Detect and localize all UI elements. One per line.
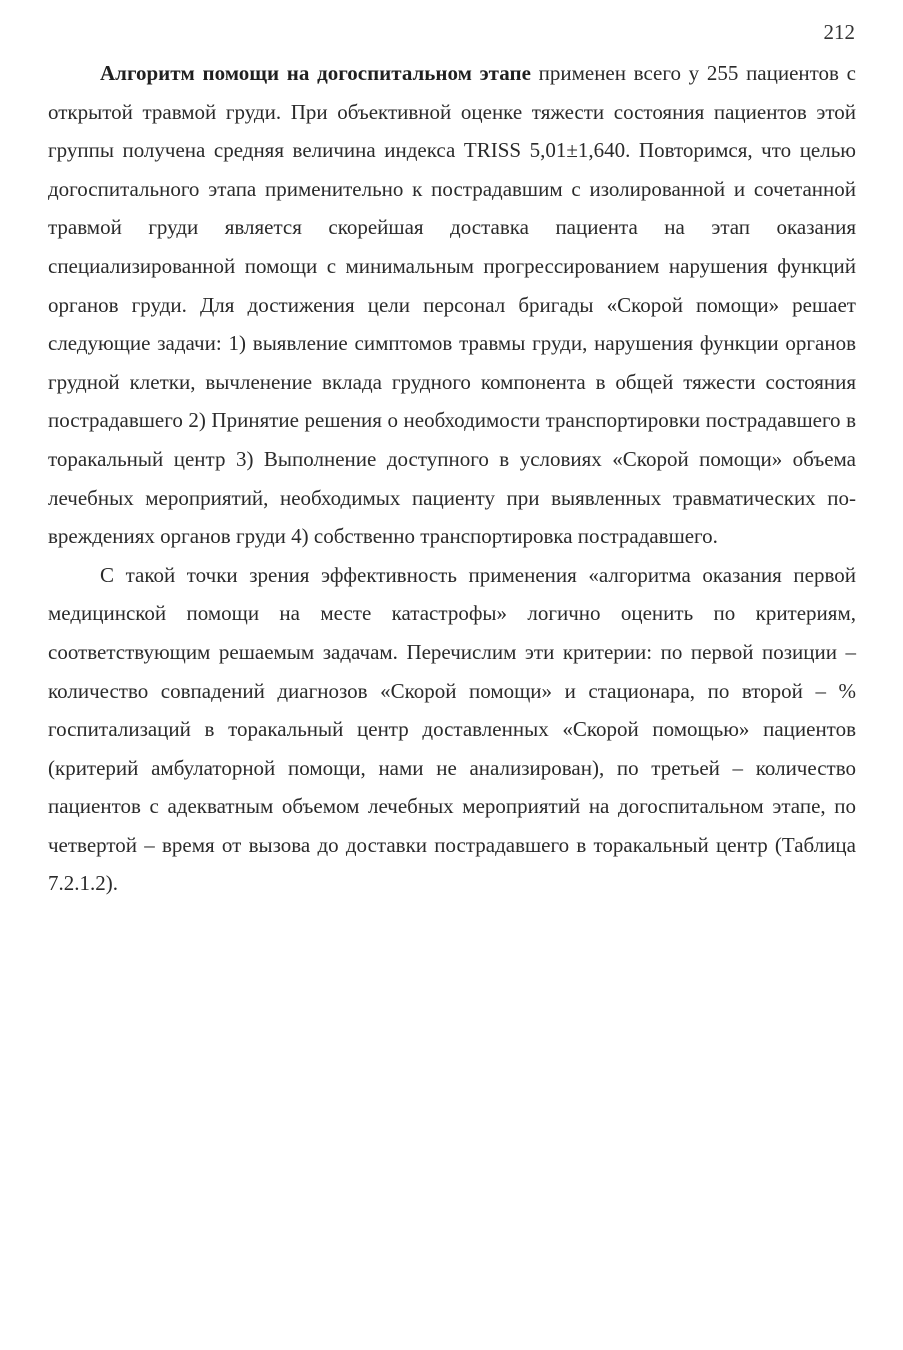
paragraph-lead-bold: Алгоритм помощи на догоспитальном этапе xyxy=(100,61,531,85)
paragraph-text: С такой точки зрения эффективность применения «алгоритма оказания первой медицинской помощи на месте катастрофы» логично оценить по критериям, соответствующим решаемым задачам. Перечислим эти критерии: по первой позиции – количество совпадений диагнозов «Скорой помощи» и стационара, по второй – % госпитализаций в торакальный центр доставленных «Скорой помощью» пациентов (критерий амбулаторной помощи, нами не анализирован), по третьей – количество пациентов с адекватным объемом лечебных мероприятий на догоспитальном этапе, по четвертой – время от вызова до доставки пострадавшего в торакальный центр (Таблица 7.2.1.2). xyxy=(48,562,856,896)
page-number: 212 xyxy=(823,20,855,44)
paragraph-evaluation-criteria xyxy=(48,556,856,903)
paragraph-text: применен всего у 255 пациентов с открытой травмой груди. При объективной оценке тяжести состояния пациентов этой группы получена средняя величина индекса TRISS 5,01±1,640. Повторимся, что целью догоспитального этапа применительно к пострадавшим с изолированной и сочетанной травмой груди является скорейшая доставка пациента на этап оказания специализированной помощи с минимальным прогрессированием нарушения функций органов груди. Для достижения цели персонал бригады «Скорой помощи» решает следующие задачи: 1) выявление симптомов травмы груди, нарушения функции органов грудной клетки, вычленение вклада грудного компонента в общей тяжести состояния пострадавшего 2) Принятие решения о необходимости транспортировки пострадавшего в торакальный центр 3) Выполнение доступного в условиях «Скорой помощи» объема лечебных мероприятий, необходимых пациенту при выявленных травматических повреждениях органов груди 4) собственно транспортировка пострадавшего. xyxy=(48,61,856,549)
paragraph-prehospital-algorithm xyxy=(48,54,856,556)
body-text xyxy=(48,54,856,903)
